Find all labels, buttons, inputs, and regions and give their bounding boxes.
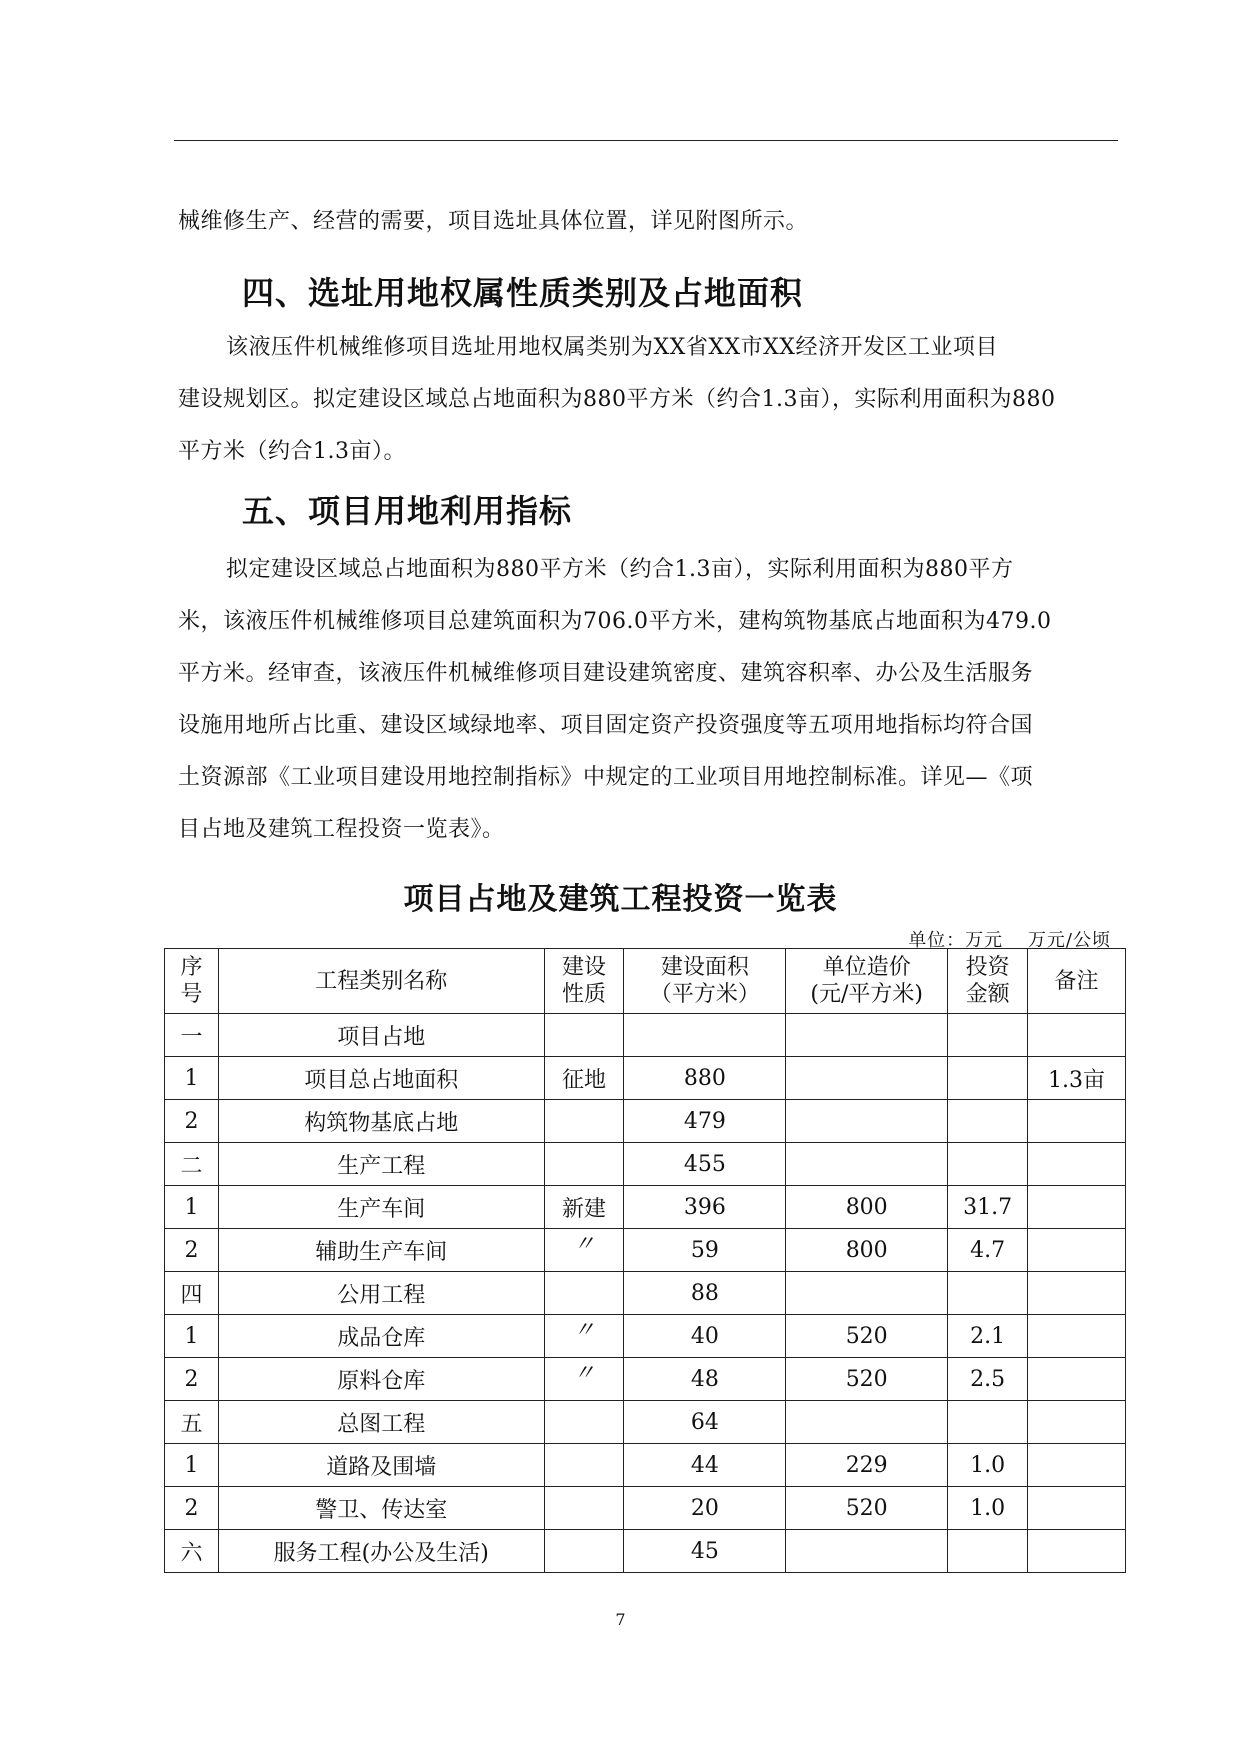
cell-seq: 2 [165, 1487, 219, 1530]
table-row [165, 1186, 1126, 1229]
cell-nature [544, 1530, 624, 1573]
cell-remark [1028, 1272, 1126, 1315]
table-row [165, 1530, 1126, 1573]
cell-area [624, 1014, 786, 1057]
cell-nature [544, 1229, 624, 1272]
cell-unit-cost: 520 [786, 1315, 948, 1358]
cell-remark [1028, 1444, 1126, 1487]
cell-area: 64 [624, 1401, 786, 1444]
cell-remark [1028, 1358, 1126, 1401]
cell-seq: 2 [165, 1358, 219, 1401]
cell-name: 项目占地 [218, 1014, 544, 1057]
section-heading-5: 五、项目用地利用指标 [242, 492, 573, 530]
cell-name: 成品仓库 [218, 1315, 544, 1358]
cell-unit-cost [786, 1143, 948, 1186]
cell-unit-cost: 229 [786, 1444, 948, 1487]
investment-table [164, 948, 1126, 1573]
cell-seq: 四 [165, 1272, 219, 1315]
cell-nature [544, 1444, 624, 1487]
section-heading-4: 四、选址用地权属性质类别及占地面积 [242, 274, 804, 312]
section4-paragraph [178, 322, 1122, 478]
cell-name: 构筑物基底占地 [218, 1100, 544, 1143]
header-nature: 建设 性质 [544, 949, 624, 1014]
cell-area: 48 [624, 1358, 786, 1401]
cell-investment: 1.0 [948, 1487, 1028, 1530]
cell-nature [544, 1358, 624, 1401]
cell-investment [948, 1057, 1028, 1100]
cell-seq: 五 [165, 1401, 219, 1444]
header-name: 工程类别名称 [218, 949, 544, 1014]
cell-seq: 1 [165, 1444, 219, 1487]
ditto-mark: 〃 [572, 1317, 595, 1343]
paragraph-line: 械维修生产、经营的需要，项目选址具体位置，详见附图所示。 [178, 209, 809, 234]
table-row [165, 1014, 1126, 1057]
table-row [165, 1401, 1126, 1444]
cell-unit-cost [786, 1100, 948, 1143]
cell-investment [948, 1401, 1028, 1444]
table-row [165, 1315, 1126, 1358]
header-investment: 投资 金额 [948, 949, 1028, 1014]
cell-seq: 二 [165, 1143, 219, 1186]
cell-unit-cost [786, 1057, 948, 1100]
cell-area: 880 [624, 1057, 786, 1100]
header-rule [174, 140, 1118, 141]
cell-investment [948, 1014, 1028, 1057]
paragraph-line: 建设规划区。拟定建设区域总占地面积为880平方米（约合1.3亩），实际利用面积为880 [178, 387, 1056, 412]
cell-area: 45 [624, 1530, 786, 1573]
table-header-row [165, 949, 1126, 1014]
cell-area: 59 [624, 1229, 786, 1272]
cell-name: 总图工程 [218, 1401, 544, 1444]
cell-unit-cost [786, 1401, 948, 1444]
cell-nature [544, 1014, 624, 1057]
paragraph-line: 拟定建设区域总占地面积为880平方米（约合1.3亩），实际利用面积为880平方 [226, 557, 1014, 582]
paragraph-line: 平方米。经审查，该液压件机械维修项目建设建筑密度、建筑容积率、办公及生活服务 [178, 661, 1034, 686]
cell-remark [1028, 1315, 1126, 1358]
cell-seq: 2 [165, 1100, 219, 1143]
cell-name: 警卫、传达室 [218, 1487, 544, 1530]
cell-area: 479 [624, 1100, 786, 1143]
ditto-mark: 〃 [572, 1360, 595, 1386]
table-row [165, 1143, 1126, 1186]
paragraph-line: 目占地及建筑工程投资一览表》。 [178, 817, 505, 842]
cell-remark [1028, 1530, 1126, 1573]
cell-investment: 2.1 [948, 1315, 1028, 1358]
cell-unit-cost: 520 [786, 1358, 948, 1401]
cell-seq: 1 [165, 1315, 219, 1358]
unit-label-2: 万元/公顷 [1027, 930, 1111, 951]
cell-remark: 1.3亩 [1028, 1057, 1126, 1100]
table-row [165, 1444, 1126, 1487]
header-seq: 序 号 [165, 949, 219, 1014]
header-unit-cost: 单位造价 (元/平方米) [786, 949, 948, 1014]
table-body [165, 1014, 1126, 1573]
cell-area: 40 [624, 1315, 786, 1358]
paragraph-line: 土资源部《工业项目建设用地控制指标》中规定的工业项目用地控制标准。详见—《项 [178, 765, 1034, 790]
cell-name: 生产车间 [218, 1186, 544, 1229]
cell-unit-cost [786, 1272, 948, 1315]
cell-name: 生产工程 [218, 1143, 544, 1186]
table-title: 项目占地及建筑工程投资一览表 [403, 882, 838, 917]
cell-name: 公用工程 [218, 1272, 544, 1315]
cell-remark [1028, 1100, 1126, 1143]
cell-investment [948, 1272, 1028, 1315]
section5-paragraph [178, 544, 1122, 856]
paragraph-line: 平方米（约合1.3亩）。 [178, 439, 406, 464]
cell-investment [948, 1143, 1028, 1186]
cell-seq: 一 [165, 1014, 219, 1057]
cell-nature: 征地 [544, 1057, 624, 1100]
cell-remark [1028, 1401, 1126, 1444]
cell-remark [1028, 1014, 1126, 1057]
cell-remark [1028, 1186, 1126, 1229]
cell-investment: 31.7 [948, 1186, 1028, 1229]
paragraph-line: 米，该液压件机械维修项目总建筑面积为706.0平方米，建构筑物基底占地面积为479.0 [178, 609, 1052, 634]
cell-unit-cost: 800 [786, 1229, 948, 1272]
intro-paragraph [178, 196, 1122, 248]
cell-nature [544, 1401, 624, 1444]
cell-nature [544, 1487, 624, 1530]
cell-investment: 2.5 [948, 1358, 1028, 1401]
cell-name: 道路及围墙 [218, 1444, 544, 1487]
cell-investment [948, 1530, 1028, 1573]
table-row [165, 1229, 1126, 1272]
cell-area: 44 [624, 1444, 786, 1487]
page-number: 7 [615, 1610, 626, 1629]
cell-seq: 1 [165, 1186, 219, 1229]
table-row [165, 1272, 1126, 1315]
cell-name: 原料仓库 [218, 1358, 544, 1401]
table-row [165, 1057, 1126, 1100]
cell-nature [544, 1272, 624, 1315]
cell-remark [1028, 1487, 1126, 1530]
header-area: 建设面积 （平方米） [624, 949, 786, 1014]
cell-seq: 2 [165, 1229, 219, 1272]
cell-name: 辅助生产车间 [218, 1229, 544, 1272]
cell-area: 396 [624, 1186, 786, 1229]
paragraph-line: 设施用地所占比重、建设区域绿地率、项目固定资产投资强度等五项用地指标均符合国 [178, 713, 1034, 738]
header-remark: 备注 [1028, 949, 1126, 1014]
cell-remark [1028, 1229, 1126, 1272]
cell-unit-cost: 520 [786, 1487, 948, 1530]
ditto-mark: 〃 [572, 1231, 595, 1257]
table-row [165, 1100, 1126, 1143]
cell-unit-cost: 800 [786, 1186, 948, 1229]
cell-name: 服务工程(办公及生活) [218, 1530, 544, 1573]
paragraph-line: 该液压件机械维修项目选址用地权属类别为XX省XX市XX经济开发区工业项目 [226, 335, 998, 360]
cell-nature [544, 1143, 624, 1186]
cell-investment: 4.7 [948, 1229, 1028, 1272]
cell-area: 88 [624, 1272, 786, 1315]
table-row [165, 1358, 1126, 1401]
cell-investment [948, 1100, 1028, 1143]
table-row [165, 1487, 1126, 1530]
cell-nature [544, 1100, 624, 1143]
cell-investment: 1.0 [948, 1444, 1028, 1487]
cell-nature: 新建 [544, 1186, 624, 1229]
cell-area: 455 [624, 1143, 786, 1186]
cell-name: 项目总占地面积 [218, 1057, 544, 1100]
cell-area: 20 [624, 1487, 786, 1530]
unit-label: 单位：万元 [908, 930, 1004, 951]
cell-seq: 1 [165, 1057, 219, 1100]
cell-remark [1028, 1143, 1126, 1186]
cell-unit-cost [786, 1530, 948, 1573]
cell-nature [544, 1315, 624, 1358]
cell-unit-cost [786, 1014, 948, 1057]
cell-seq: 六 [165, 1530, 219, 1573]
